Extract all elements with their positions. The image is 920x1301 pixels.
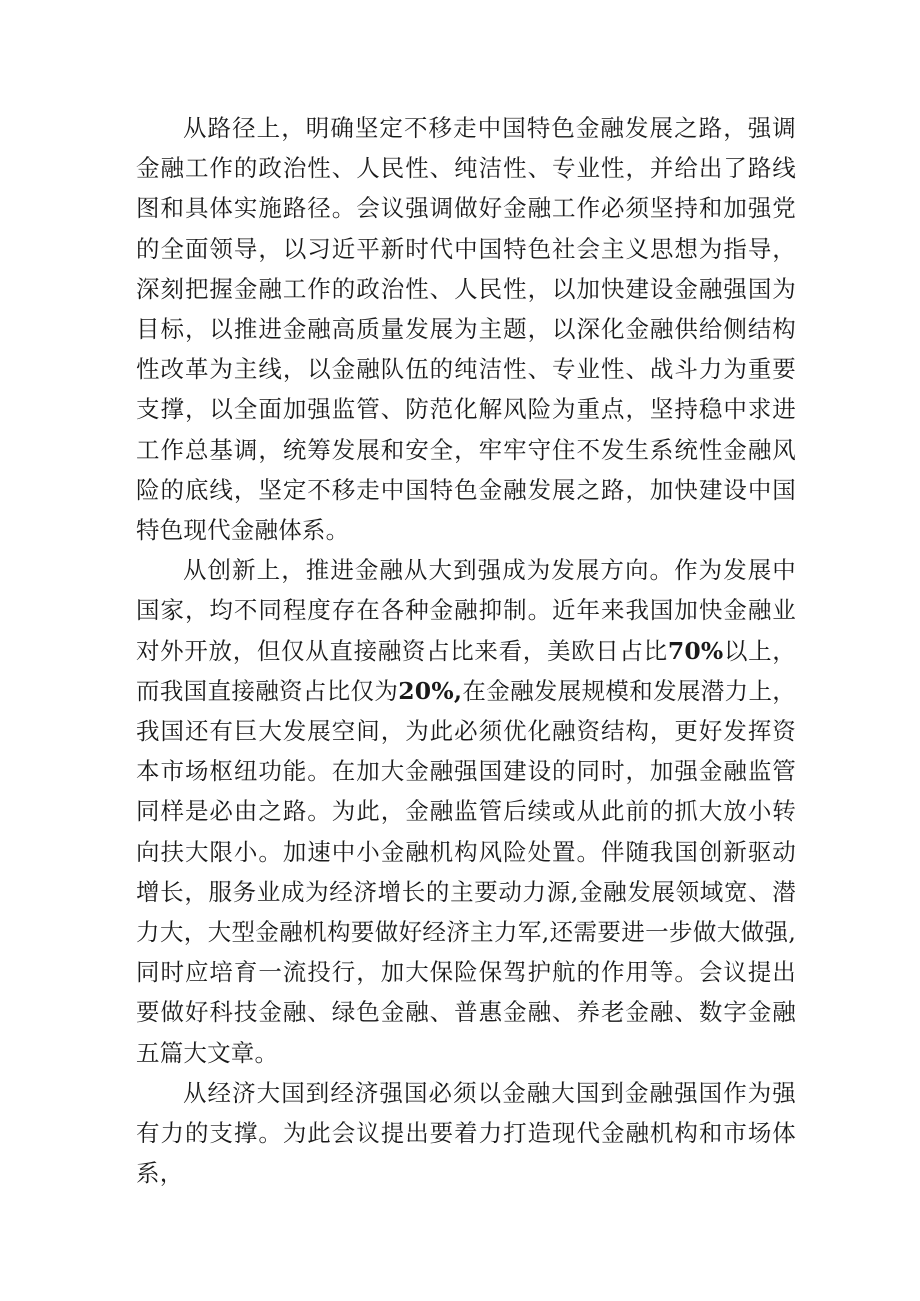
paragraph-text: 在金融发展规模和发展潜力上，我国还有巨大发展空间，为此必须优化融资结构，更好发挥资本市场枢纽功能。在加大金融强国建设的同时，加强金融监管同样是必由之路。为此，金融监管后续或从此前的抓大放小转向扶大限小。加速中小金融机构风险处置。伴随我国创新驱动增长，服务业成为经济增长的主要动力源,金融发展领域宽、潜力大，大型金融机构要做好经济主力军,还需要进一步做大做强,同时应培育一流投行，加大保险保驾护航的作用等。会议提出要做好科技金融、绿色金融、普惠金融、养老金融、数字金融五篇大文章。: [136, 676, 796, 1067]
paragraph-text: 从创新上，推进金融从大到强成为发展方向。作为发展中国家，均不同程度存在各种金融抑制。近年来我国加快金融业对外开放，但仅从直接融资占比来看，美欧日占比: [136, 556, 796, 665]
paragraph-text: 从经济大国到经济强国必须以金融大国到金融强国作为强有力的支撑。为此会议提出要着力打造现代金融机构和市场体系，: [136, 1078, 796, 1188]
paragraph-innovation: [136, 550, 796, 1073]
paragraph-financial-power: [136, 1073, 796, 1194]
document-body: [136, 108, 796, 1193]
figure-direct-financing-us-eu-jp: 70%: [667, 636, 724, 665]
paragraph-text: 以上，而我国直接融资占比仅为: [136, 636, 796, 705]
paragraph-text: 从路径上，明确坚定不移走中国特色金融发展之路，强调金融工作的政治性、人民性、纯洁性、专业性，并给出了路线图和具体实施路径。会议强调做好金融工作必须坚持和加强党的全面领导，以习近平新时代中国特色社会主义思想为指导，深刻把握金融工作的政治性、人民性，以加快建设金融强国为目标，以推进金融高质量发展为主题，以深化金融供给侧结构性改革为主线，以金融队伍的纯洁性、专业性、战斗力为重要支撑，以全面加强监管、防范化解风险为重点，坚持稳中求进工作总基调，统筹发展和安全，牢牢守住不发生系统性金融风险的底线，坚定不移走中国特色金融发展之路，加快建设中国特色现代金融体系。: [136, 114, 796, 545]
figure-direct-financing-china: 20%,: [398, 676, 463, 705]
paragraph-path: [136, 108, 796, 550]
